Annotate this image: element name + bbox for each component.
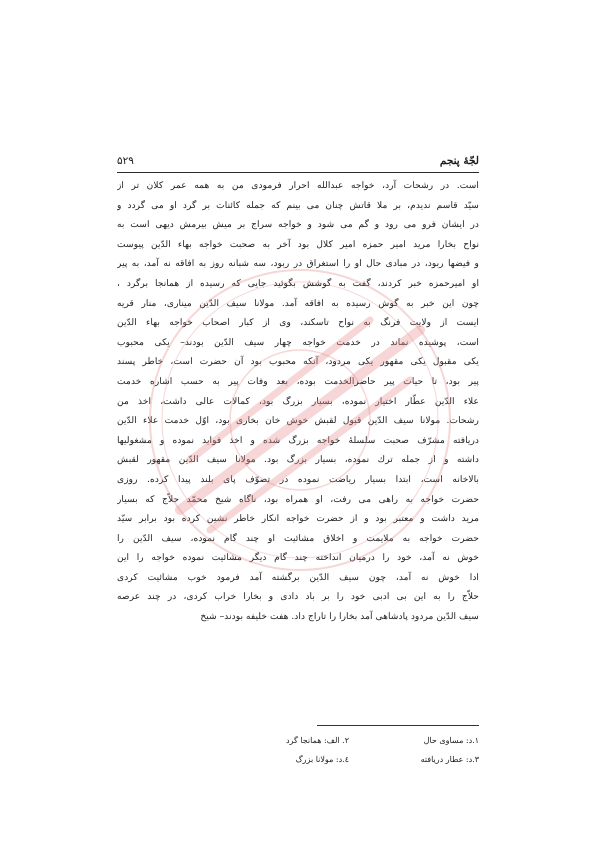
text-line: ایست از ولایت فرنگ به نواح تاسکند، وی از کبار اصحاب خواجه بهاء الدّین bbox=[117, 317, 479, 329]
text-line: حلاّج را به این بی ادبی خود را بر باد دادی و بخارا خراب کردی، در چند عرصه bbox=[117, 591, 479, 603]
text-line: است، پوشیده نماند در خدمت خواجه چهار سیف الدّین بودند– یکی محبوب bbox=[117, 336, 479, 348]
footnotes bbox=[117, 731, 479, 769]
text-line: داشته و از جمله ترك نموده، بسیار بزرگ بود. مولانا سیف الدّین مقهور لقبش bbox=[117, 454, 479, 466]
text-line: او امیرحمزه خبر کردند، گفت به گوشش بگوئید جایی که رسیده از همانجا برگرد ، bbox=[117, 277, 479, 289]
text-line: مرید داشت و معتبر بود و از حضرت خواجه انکار خاطر نشین کرده بود برابر سیّد bbox=[117, 513, 479, 525]
body-text bbox=[117, 176, 479, 627]
text-line: حضرت خواجه به راهی می رفت، او همراه بود، ناگاه شیخ محمّد حلاّج که بسیار bbox=[117, 493, 479, 505]
text-line: علاء الدّین عطّار اختیار نموده، بسیار بزرگ بود، کمالات عالی داشت، اخذ من bbox=[117, 395, 479, 407]
text-line: نواح بخارا مرید امیر حمزه امیر کلال بود آخر به صحبت خواجه بهاء الدّین پیوست bbox=[117, 238, 479, 250]
text-line: ادا خوش نه آمد، چون سیف الدّین برگشته آمد فرمود خوب مشائیت کردی bbox=[117, 571, 479, 583]
footnote-row bbox=[117, 731, 479, 750]
text-line: یکی مقبول یکی مقهور یکی مردود، آنکه محبوب بود آن حضرت است، خاطر پسند bbox=[117, 356, 479, 368]
text-line: چون این خبر به گوش رسیده به افاقه آمد. مولانا سیف الدّین میناری، منار قریه bbox=[117, 297, 479, 309]
text-line: و فیضها ربود، در مبادی حال او را استغراق در ربود، سه شبانه روز به افاقه نه آمد، به پیر bbox=[117, 258, 479, 270]
chapter-title: لجّهٔ پنجم bbox=[439, 155, 479, 167]
footnote-row bbox=[117, 750, 479, 769]
text-line: خوش نه آمد، خود را درمیان انداخته چند گام دیگر مشائیت نموده خواجه را این bbox=[117, 552, 479, 564]
header-rule bbox=[117, 172, 479, 173]
text-line: پیر بود، تا حیات پیر حاضرالخدمت بوده، بعد وفات پیر به حسب اشاره خدمت bbox=[117, 375, 479, 387]
footnote-3: ۳.د: عطار دریافته bbox=[420, 755, 479, 764]
footnote-1: ۱.د: مساوی حال bbox=[423, 736, 479, 745]
text-line: بالاخانه است، ابتدا بسیار ریاضت نموده در تصوّف پای بلند پیدا کرده. روزی bbox=[117, 473, 479, 485]
text-line: دریافته مشرّف صحبت سلسلهٔ خواجه بزرگ شده و اخذ فواید نموده و مشغولیها bbox=[117, 434, 479, 446]
text-line: سیّد قاسم ندیدم، بر ملا قاتش چنان می بینم که جمله کائنات بر گرد او می گردد و bbox=[117, 199, 479, 211]
text-line: در ایشان فرو می رود و گم می شود و خواجه سراج بر میش بیرمش دیهی است به bbox=[117, 219, 479, 231]
text-line: سیف الدّین مردود پادشاهی آمد بخارا را تاراج داد. هفت خلیفه بودند– شیخ bbox=[200, 611, 479, 623]
text-line: است. در رشحات آرد، خواجه عبدالله احرار فرمودی من به همه عمر کلان تر از bbox=[117, 180, 479, 191]
text-line: رشحات. مولانا سیف الدّین قبول لقبش خوش خان بخاری بود، اوّل خدمت علاء الدّین bbox=[117, 415, 479, 427]
page-number: ۵۲۹ bbox=[117, 155, 134, 167]
text-line: حضرت خواجه به ملایمت و اخلاق مشائیت او چند گام نموده، سیف الدّین را bbox=[117, 532, 479, 544]
footnote-rule bbox=[317, 725, 479, 726]
footnote-2: ۲. الف: همانجا گرد bbox=[286, 736, 349, 745]
footnote-4: ٤.د: مولانا بزرگ bbox=[295, 755, 349, 764]
running-header bbox=[117, 152, 479, 170]
